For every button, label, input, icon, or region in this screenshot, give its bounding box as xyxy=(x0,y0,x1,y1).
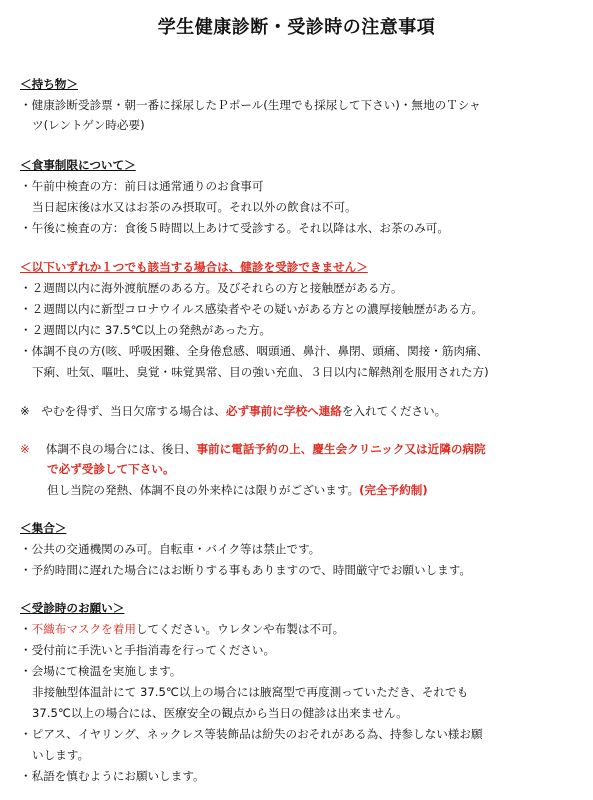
belongings-heading: ＜持ち物＞ xyxy=(20,77,78,91)
exclusion-line-1: ・２週間以内に海外渡航歴のある方。及びそれらの方と接触歴がある方。 xyxy=(20,281,403,295)
diet-line-1: ・午前中検査の方：前日は通常通りのお食事可 xyxy=(20,179,264,193)
assembly-heading: ＜集合＞ xyxy=(20,521,67,535)
requests-bullet: ・ xyxy=(20,622,32,636)
absence-note-emphasis: 必ず事前に学校へ連絡 xyxy=(225,404,342,418)
exclusion-line-2: ・２週間以内に新型コロナウイルス感染者やその疑いがある方との濃厚接触歴がある方。 xyxy=(20,302,484,316)
diet-line-2: 当日起床後は水又はお茶のみ摂取可。それ以外の飲食は不可。 xyxy=(32,200,357,214)
exclusion-line-4: ・体調不良の方(咳、呼吸困難、全身倦怠感、咽頭通、鼻汁、鼻閉、頭痛、関接・筋肉痛、 xyxy=(20,344,489,358)
assembly-line-2: ・予約時間に遅れた場合にはお断りする事もありますので、時間厳守でお願いします。 xyxy=(20,563,471,577)
illness-note-emphasis-2: で必ず受診して下さい。 xyxy=(47,462,175,476)
requests-line-2: ・受付前に手洗いと手指消毒を行ってください。 xyxy=(20,643,276,657)
absence-note-suffix: を入れてください。 xyxy=(341,404,447,418)
requests-line-7: いします。 xyxy=(32,748,90,762)
illness-note-line-1 xyxy=(20,440,583,459)
requests-line-1 xyxy=(20,620,583,639)
belongings-line-1: ・健康診断受診票・朝一番に採尿したＰポール(生理でも採尿して下さい)・無地のＴシャ xyxy=(20,98,481,112)
illness-note-prefix: 体調不良の場合には、後日、 xyxy=(45,442,197,456)
absence-note-prefix: ※ やむを得ず、当日欠席する場合は、 xyxy=(20,404,226,418)
requests-line-8: ・私語を慎むようにお願いします。 xyxy=(20,769,205,783)
illness-note-line-3 xyxy=(47,481,583,500)
illness-note-emphasis-1: 事前に電話予約の上、慶生会クリニック又は近隣の病院 xyxy=(196,442,486,456)
requests-line-6: ・ピアス、イヤリング、ネックレス等装飾品は紛失のおそれがある為、持参しない様お願 xyxy=(20,727,483,741)
exclusion-line-3: ・２週間以内に 37.5℃以上の発熱があった方。 xyxy=(20,323,272,337)
exclusion-heading: ＜以下いずれか１つでも該当する場合は、健診を受診できません＞ xyxy=(20,260,368,274)
requests-line-1-rest: してください。ウレタンや布製は不可。 xyxy=(135,622,345,636)
belongings-line-2: ツ(レントゲン時必要) xyxy=(32,118,145,132)
requests-line-5: 37.5℃以上の場合には、医療安全の観点から当日の健診は出来ません。 xyxy=(32,706,408,720)
diet-heading: ＜食事制限について＞ xyxy=(20,158,136,172)
exclusion-line-5: 下痢、吐気、嘔吐、臭覚・味覚異常、目の強い充血、３日以内に解熱剤を服用された方) xyxy=(32,365,489,379)
page-title: 学生健康診断・受診時の注意事項 xyxy=(157,17,436,38)
absence-note xyxy=(20,402,583,421)
assembly-line-1: ・公共の交通機関のみ可。自転車・バイク等は禁止です。 xyxy=(20,542,321,556)
requests-line-3: ・会場にて検温を実施します。 xyxy=(20,664,182,678)
illness-note-line-2 xyxy=(47,460,583,479)
illness-note-limit: 但し当院の発熱、体調不良の外来枠には限りがございます。 xyxy=(47,483,360,497)
diet-line-3: ・午後に検査の方：食後５時間以上あけて受診する。それ以降は水、お茶のみ可。 xyxy=(20,221,449,235)
reservation-only-badge: (完全予約制) xyxy=(359,483,428,497)
requests-line-4: 非接触型体温計にて 37.5℃以上の場合には腋窩型で再度測っていただき、それでも xyxy=(32,685,469,699)
requests-heading: ＜受診時のお願い＞ xyxy=(20,601,125,615)
mask-requirement: 不織布マスクを着用 xyxy=(31,622,136,636)
illness-note-mark: ※ xyxy=(20,442,30,456)
